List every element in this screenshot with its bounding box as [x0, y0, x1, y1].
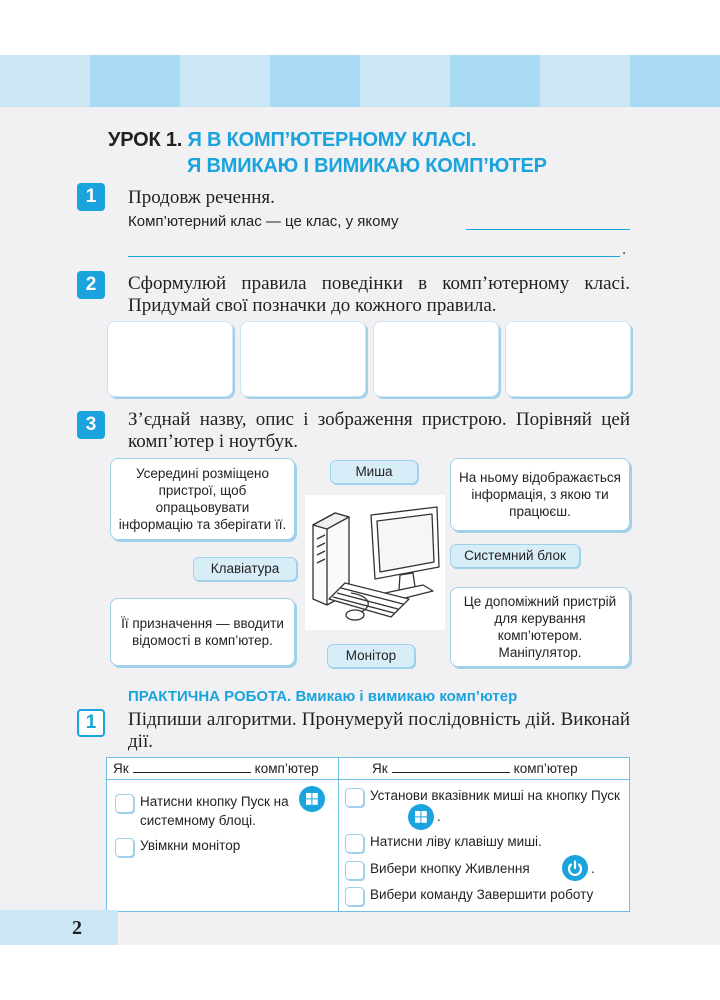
- right-step-1: Установи вказівник миші на кнопку Пуск: [370, 788, 620, 803]
- computer-illustration[interactable]: [305, 495, 445, 630]
- step-checkbox[interactable]: [345, 788, 364, 807]
- power-icon: [562, 855, 588, 881]
- desc-card-system-unit[interactable]: Усередині розміщено пристрої, щоб опрацьовувати інформацію та зберігати її.: [110, 458, 295, 540]
- label-system-unit[interactable]: Системний блок: [450, 544, 580, 568]
- practical-instruction: Підпиши алгоритми. Пронумеруй послідовність дій. Виконай дії.: [128, 709, 630, 752]
- page-number: 2: [72, 917, 82, 939]
- workbook-page: [0, 55, 720, 945]
- windows-start-icon: [299, 786, 325, 812]
- computer-icon: [305, 495, 445, 630]
- lesson-title-line1: Я В КОМП’ЮТЕРНОМУ КЛАСІ.: [187, 129, 477, 151]
- lesson-title-line2: Я ВМИКАЮ І ВИМИКАЮ КОМП’ЮТЕР: [187, 155, 547, 177]
- rule-box-3[interactable]: [373, 321, 499, 397]
- label-mouse[interactable]: Миша: [330, 460, 418, 484]
- header-left: Як комп’ютер: [113, 761, 319, 776]
- step-checkbox[interactable]: [345, 861, 364, 880]
- step-checkbox[interactable]: [345, 887, 364, 906]
- practical-title: ПРАКТИЧНА РОБОТА. Вмикаю і вимикаю комп’ютер: [128, 688, 518, 705]
- task-1-badge: 1: [77, 183, 105, 211]
- task-1-end-dot: .: [622, 241, 627, 258]
- step-checkbox[interactable]: [115, 794, 134, 813]
- rule-box-4[interactable]: [505, 321, 631, 397]
- right-step-2: Натисни ліву клавішу миші.: [370, 834, 542, 849]
- left-step-1: Натисни кнопку Пуск на системному блоці.: [140, 794, 289, 828]
- header-right: Як комп’ютер: [372, 761, 578, 776]
- header-left-blank[interactable]: [133, 760, 251, 773]
- right-step-3: Вибери кнопку Живлення: [370, 861, 530, 876]
- task-1-answer-line-1[interactable]: [466, 229, 630, 230]
- task-3-instruction: З’єднай назву, опис і зображення пристрою. Порівняй цей комп’ютер і ноутбук.: [128, 409, 630, 452]
- task-2-instruction: Сформулюй правила поведінки в комп’ютерному класі. Придумай свої позначки до кожного правила.: [128, 273, 630, 316]
- lesson-title: [108, 127, 547, 179]
- header-right-blank[interactable]: [392, 760, 510, 773]
- practical-1-badge: 1: [77, 709, 105, 737]
- algorithm-table: [106, 757, 630, 912]
- task-1-sentence: Комп’ютерний клас — це клас, у якому: [128, 213, 399, 230]
- rule-box-1[interactable]: [107, 321, 233, 397]
- right-step-1-dot: .: [437, 809, 441, 824]
- step-checkbox[interactable]: [115, 838, 134, 857]
- task-1-instruction: Продовж речення.: [128, 187, 275, 208]
- desc-card-mouse[interactable]: Це допоміжний пристрій для керування комп’ютером. Маніпулятор.: [450, 587, 630, 667]
- left-step-2: Увімкни монітор: [140, 838, 241, 853]
- header-stripes: [0, 55, 720, 107]
- label-keyboard[interactable]: Клавіатура: [193, 557, 297, 581]
- windows-start-icon: [408, 804, 434, 830]
- lesson-prefix: УРОК 1.: [108, 129, 183, 151]
- step-checkbox[interactable]: [345, 834, 364, 853]
- task-2-badge: 2: [77, 271, 105, 299]
- label-monitor[interactable]: Монітор: [327, 644, 415, 668]
- desc-card-keyboard[interactable]: Її призначення — вводити відомості в комп’ютер.: [110, 598, 295, 666]
- rule-box-2[interactable]: [240, 321, 366, 397]
- right-step-4: Вибери команду Завершити роботу: [370, 887, 594, 902]
- task-1-answer-line-2[interactable]: [128, 256, 620, 257]
- desc-card-monitor[interactable]: На ньому відображається інформація, з якою ти працюєш.: [450, 458, 630, 531]
- right-step-3-dot: .: [591, 861, 595, 876]
- task-3-badge: 3: [77, 411, 105, 439]
- page-number-band: [0, 910, 118, 945]
